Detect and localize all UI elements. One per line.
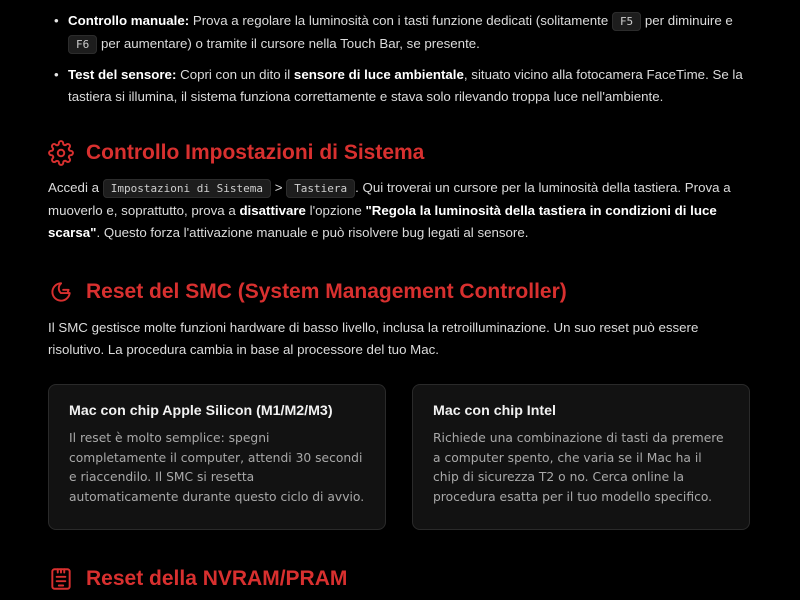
bullet-text: Prova a regolare la luminosità con i tasti funzione dedicati (solitamente xyxy=(189,13,612,28)
section-title: Reset del SMC (System Management Controller) xyxy=(86,280,567,303)
card-text: Richiede una combinazione di tasti da premere a computer spento, che varia se il Mac ha il chip di sicurezza T2 o no. Cerca online la procedura esatta per il tuo modello specifico. xyxy=(433,431,724,504)
card-intel xyxy=(412,384,750,530)
section-title: Controllo Impostazioni di Sistema xyxy=(86,141,425,164)
emphasis-option-name: "Regola la luminosità della tastiera in condizioni di luce scarsa" xyxy=(48,203,717,240)
bullet-text: per aumentare) o tramite il cursore nella Touch Bar, se presente. xyxy=(97,36,480,51)
emphasis-disable: disattivare xyxy=(239,203,306,218)
key-f5: F5 xyxy=(612,12,641,31)
tips-list xyxy=(48,10,752,116)
para-text: . Questo forza l'attivazione manuale e può risolvere bug legati al sensore. xyxy=(96,225,529,240)
list-item xyxy=(48,10,752,56)
bullet-emphasis: sensore di luce ambientale xyxy=(293,67,464,82)
code-keyboard: Tastiera xyxy=(286,179,355,198)
bullet-text: Copri con un dito il xyxy=(176,67,294,82)
bullet-label: Controllo manuale: xyxy=(68,13,190,28)
bullet-label: Test del sensore: xyxy=(68,67,177,82)
card-text: Il reset è molto semplice: spegni completamente il computer, attendi 30 secondi e riaccendilo. Il SMC si resetta automaticamente durante questo ciclo di avvio. xyxy=(69,431,365,504)
section-heading-smc xyxy=(48,279,567,305)
section-heading-settings xyxy=(48,140,424,166)
smc-paragraph: Il SMC gestisce molte funzioni hardware di basso livello, inclusa la retroilluminazione. Un suo reset può essere risolutivo. La procedura cambia in base al processore del tuo Mac. xyxy=(48,320,699,357)
code-system-settings: Impostazioni di Sistema xyxy=(103,179,271,198)
list-item xyxy=(48,64,752,108)
bullet-text: per diminuire e xyxy=(641,13,733,28)
key-f6: F6 xyxy=(68,35,97,54)
card-apple-silicon xyxy=(48,384,386,530)
para-text: l'opzione xyxy=(305,203,366,218)
gear-icon xyxy=(48,140,74,166)
settings-paragraph xyxy=(48,177,752,244)
section-title: Reset della NVRAM/PRAM xyxy=(86,567,348,590)
power-moon-icon xyxy=(48,279,74,305)
path-separator: > xyxy=(271,180,287,195)
memory-icon xyxy=(48,566,74,592)
para-text: . Qui troverai un cursore per la luminosità della tastiera. Prova a muoverlo e, soprattutto, prova a xyxy=(48,180,731,218)
bullet-text: , situato vicino alla fotocamera FaceTime. Se la tastiera si illumina, il sistema funziona correttamente e stava solo rilevando troppa luce nell'ambiente. xyxy=(68,67,743,104)
card-title: Mac con chip Apple Silicon (M1/M2/M3) xyxy=(69,403,333,419)
section-heading-nvram xyxy=(48,566,347,592)
card-title: Mac con chip Intel xyxy=(433,403,556,419)
para-text: Accedi a xyxy=(48,180,103,195)
